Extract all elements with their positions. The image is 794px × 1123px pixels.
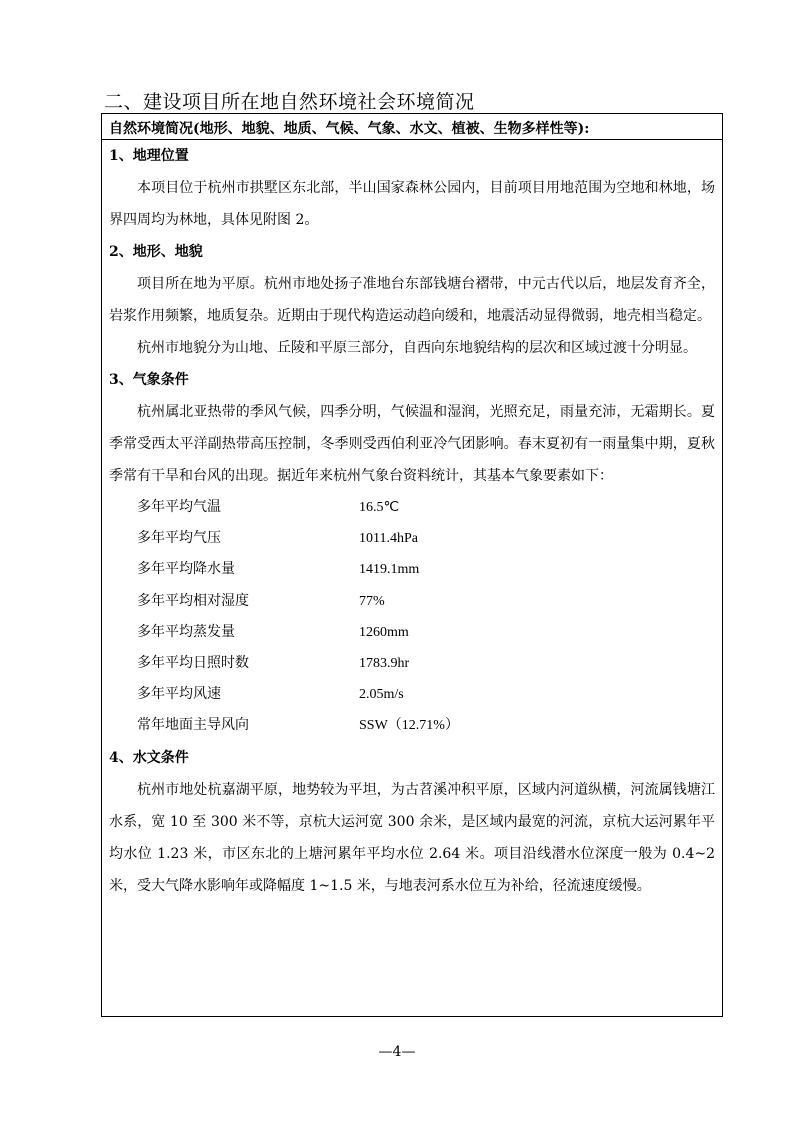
section-title: 二、建设项目所在地自然环境社会环境简况 — [104, 91, 475, 113]
paragraph-location: 本项目位于杭州市拱墅区东北部，半山国家森林公园内，目前项目用地范围为空地和林地，场界四周均为林地，具体见附图 2。 — [109, 180, 715, 228]
param-label: 多年平均蒸发量 — [137, 623, 235, 640]
climate-parameters — [109, 492, 715, 742]
param-value: 16.5℃ — [359, 500, 400, 515]
param-label: 多年平均降水量 — [137, 561, 235, 578]
paragraph-terrain-1: 项目所在地为平原。杭州市地处扬子准地台东部钱塘台褶带，中元古代以后，地层发育齐全，岩浆作用频繁，地质复杂。近期由于现代构造运动趋向缓和，地震活动显得微弱，地壳相当稳定。 — [109, 276, 715, 324]
param-row — [109, 523, 715, 554]
heading-climate: 3、气象条件 — [109, 372, 189, 388]
environment-table — [101, 113, 723, 1017]
param-row — [109, 492, 715, 523]
param-label: 多年平均日照时数 — [137, 654, 249, 671]
table-header — [102, 114, 722, 140]
param-label: 常年地面主导风向 — [137, 717, 249, 734]
table-content — [109, 140, 715, 902]
param-label: 多年平均风速 — [137, 686, 221, 703]
heading-location: 1、地理位置 — [109, 148, 189, 164]
param-row — [109, 617, 715, 648]
param-row — [109, 648, 715, 679]
paragraph-terrain-2: 杭州市地貌分为山地、丘陵和平原三部分，自西向东地貌结构的层次和区域过渡十分明显。 — [137, 340, 697, 356]
heading-hydrology: 4、水文条件 — [109, 749, 189, 766]
paragraph-hydrology: 杭州市地处杭嘉湖平原，地势较为平坦，为古苕溪冲积平原，区域内河道纵横，河流属钱塘江水系，宽 10 至 300 米不等，京杭大运河宽 300 余米，是区域内最宽的河流，京杭大运河累年平均水位 1.23 米，市区东北的上塘河累年平均水位 2.64 米。项目沿线潜水位深度一般为 0.4~2 米，受大气降水影响年或降幅度 1~1.5 米，与地表河系水位互为补给，径流速度缓慢。 — [109, 781, 715, 894]
page-number: —4— — [378, 1044, 416, 1060]
param-label: 多年平均气压 — [137, 530, 221, 547]
param-value: 1783.9hr — [359, 655, 410, 671]
param-row — [109, 679, 715, 710]
param-value: 1011.4hPa — [359, 531, 418, 547]
param-row — [109, 586, 715, 617]
param-row — [109, 710, 715, 741]
paragraph-climate: 杭州属北亚热带的季风气候，四季分明，气候温和湿润，光照充足，雨量充沛，无霜期长。夏季常受西太平洋副热带高压控制，冬季则受西伯利亚冷气团影响。春末夏初有一雨量集中期，夏秋季常有干旱和台风的出现。据近年来杭州气象台资料统计，其基本气象要素如下： — [109, 404, 715, 484]
heading-terrain: 2、地形、地貌 — [109, 244, 203, 260]
param-row — [109, 554, 715, 585]
param-value: 1419.1mm — [359, 562, 420, 578]
param-label: 多年平均相对湿度 — [137, 592, 249, 609]
param-label: 多年平均气温 — [137, 499, 221, 515]
param-value: 2.05m/s — [359, 687, 404, 703]
param-value: SSW（12.71%） — [359, 718, 459, 734]
table-header-text: 自然环境简况(地形、地貌、地质、气候、气象、水文、植被、生物多样性等): — [109, 121, 590, 137]
param-value: 1260mm — [359, 624, 409, 640]
param-value: 77% — [359, 593, 385, 609]
